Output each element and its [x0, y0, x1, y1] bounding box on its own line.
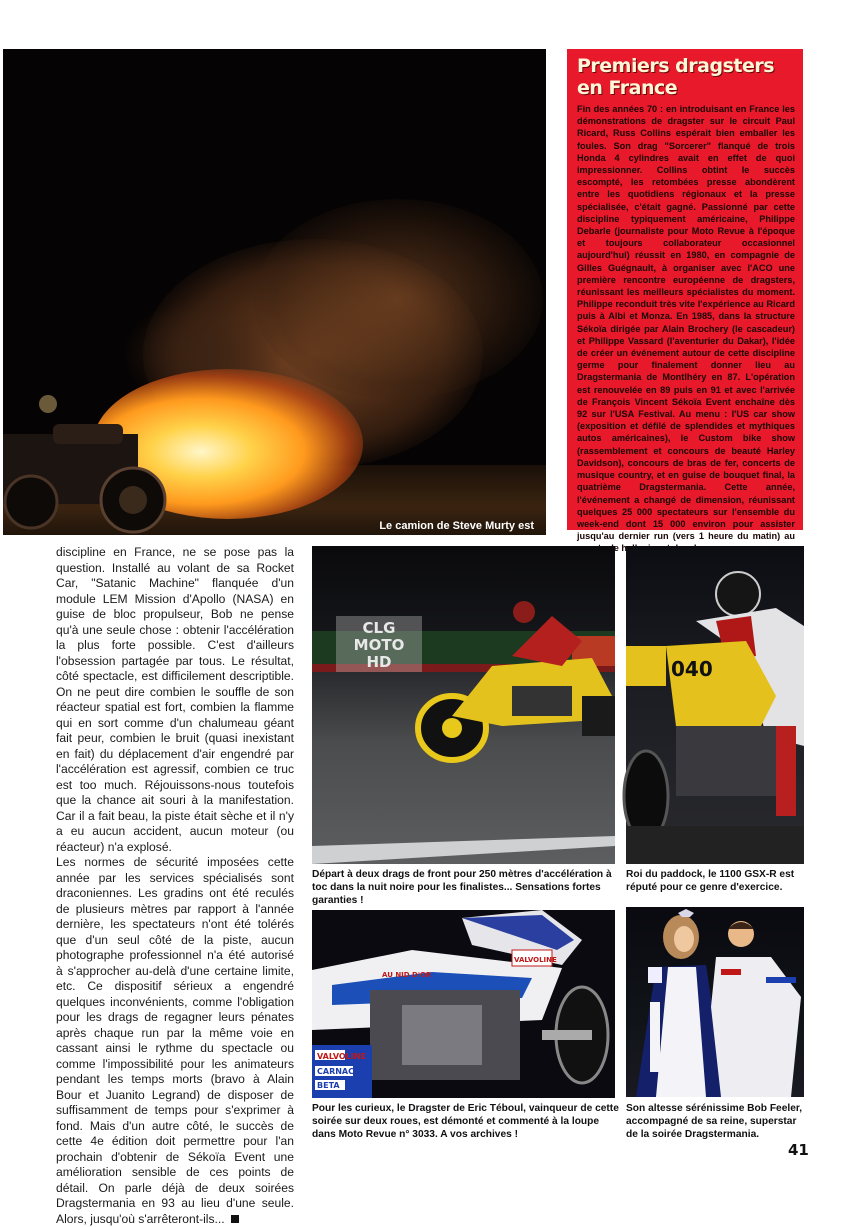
- carnac-decal: CARNAC: [317, 1067, 354, 1076]
- caption-queen: Son altesse sérénissime Bob Feeler, accompagné de sa reine, superstar de la soirée Dragstermania.: [626, 1103, 803, 1140]
- au-nid-dor-decal: AU NID D'OR: [382, 971, 432, 979]
- hero-caption: Le camion de Steve Murty est propulsé par un réacteur Rolls-: [370, 520, 534, 546]
- sidebar-premiers-dragsters: [567, 49, 803, 542]
- jet-truck-silhouette: [3, 394, 168, 544]
- bike-number: 040: [671, 657, 713, 681]
- page-number: 41: [788, 1141, 809, 1159]
- article-column: [56, 545, 294, 1227]
- photo-drag-start: [312, 546, 615, 864]
- caption-paddock: Roi du paddock, le 1100 GSX-R est réputé pour ce genre d'exercice.: [626, 869, 795, 893]
- sidebar-body: Fin des années 70 : en introduisant en France les démonstrations de dragster sur le circuit Paul Ricard, Russ Collins espérait bien emballer les foules. Son drag "Sorcerer" flanqué de trois Honda 4 cylindres avait en effet de quoi impressionner. Collins obtint le succès escompté, les retombées presse abondèrent entre les quotidiens régionaux et la presse spécialisée, c'était gagné. Passionné par cette discipline typiquement américaine, Philippe Debarle (journaliste pour Moto Revue à l'époque et toujours collaborateur occasionnel aujourd'hui) réussit en 1980, en compagnie de Gilles Guégnault, à organiser avec l'ACO une première rencontre européenne de dragsters, réunissant les meilleurs spécialistes du moment. Philippe reconduit très vite l'expérience au Ricard puis à Albi et Monza. En 1985, dans la structure Sékoïa dirigée par Alain Brochery (le cascadeur) et Philippe Vassard (l'aventurier du Dakar), l'idée de créer un événement autour de cette discipline germe pour finalement donner lieu au Dragstermania de Montlhéry en 87. L'opération est renouvelée en 89 puis en 91 et avec l'arrivée de François Vincent Sékoïa Event enchaîne dès 92 sur l'USA Festival. Au menu : l'US car show (exposition et défilé de splendides et mythiques autos américaines), le Custom bike show (rassemblement et concours de beauté Harley Davidson), concours de bras de fer, concerts de musique country, et en guise de bouquet final, la quatrième Dragstermania. Cette année, l'événement a changé de dimension, réunissant quelques 25 000 spectateurs sur l'ensemble du week-end dont 15 000 environ pour assister jusqu'au dernier run (vers 1 heure du matin) au: [577, 104, 795, 542]
- article-paragraph-1: discipline en France, ne se pose pas la question. Installé au volant de sa Rocket Car, "Satanic Machine" flanquée d'un module LEM Mission d'Apollo (NASA) en guise de bloc propulseur, Bob ne pense qu'à une seule chose : obtenir l'accélération la plus forte possible. C'est d'ailleurs l'obsession partagée par tous. Le résultat, côté spectacle, est difficilement descriptible. On ne peut dire combien le souffle de son réacteur spatial est fort, combien la flamme qui en sort comme d'un chalumeau géant fait peur, combien le bruit (quasi inexistant en fait) du déplacement d'air engendré par l'accélération est agressif, combien ce truc est too much. Réjouissons-nous toutefois que la chance ait souri à la manifestation. Car il a fait beau, la piste était sèche et il n'y a eu aucun accident, aucun moteur (ou réacteur) n'a explosé.: [56, 545, 294, 854]
- watermark-logo: CLG MOTO HD: [336, 616, 422, 672]
- hero-photo-jet-truck: [3, 49, 546, 546]
- article-paragraph-2: Les normes de sécurité imposées cette année par les services spécialisés sont draconiennes. Les gradins ont été reculés de plusieurs mètres par rapport à l'année dernière, les spectateurs n'ont été tolérés que d'un seul côté de la piste, aucun photographe professionnel n'a été autorisé à s'approcher au-delà d'une certaine limite, etc. Ce dispositif sérieux a engendré quelques inconvénients, comme l'obligation pour les drags de regagner leurs pénates après chaque run par la même voie en cassant ainsi le rythme du spectacle ou comme l'impossibilité pour les animateurs pendant les temps morts (bravo à Alain Bour et Juanito Legrand) de disposer de suffisamment de temps pour s'exprimer à fond. Mais d'un autre côté, le succès de cette 4e édition doit permettre pour l'an prochain d'obtenir de Sékoïa Event une amélioration sensible de ces points de détail. On parle déjà de deux soirées Dragstermania en 93 au lieu d'une seule. Alors, jusqu'où s'arrêteront-ils...: [56, 855, 294, 1226]
- end-of-article-mark: [231, 1215, 239, 1223]
- valvoline-decal: VALVOLINE: [317, 1052, 366, 1061]
- caption-dragster: Pour les curieux, le Dragster de Eric Téboul, vainqueur de cette soirée sur deux roues, est démonté et commenté à la loupe dans Moto Revue n° 3033. A vos archives !: [312, 1103, 619, 1140]
- beta-decal: BETA: [317, 1081, 340, 1090]
- valvoline-decal-2: VALVOLINE: [514, 956, 557, 964]
- photo-paddock-gsxr: [626, 546, 804, 864]
- sidebar-title: Premiers dragsters en France: [577, 55, 775, 99]
- photo-bob-feeler-queen: [626, 907, 804, 1097]
- caption-drag-start: Départ à deux drags de front pour 250 mètres d'accélération à toc dans la nuit noire pour les finalistes... Sensations fortes garanties !: [312, 869, 612, 906]
- photo-dragster-teboul: [312, 910, 615, 1098]
